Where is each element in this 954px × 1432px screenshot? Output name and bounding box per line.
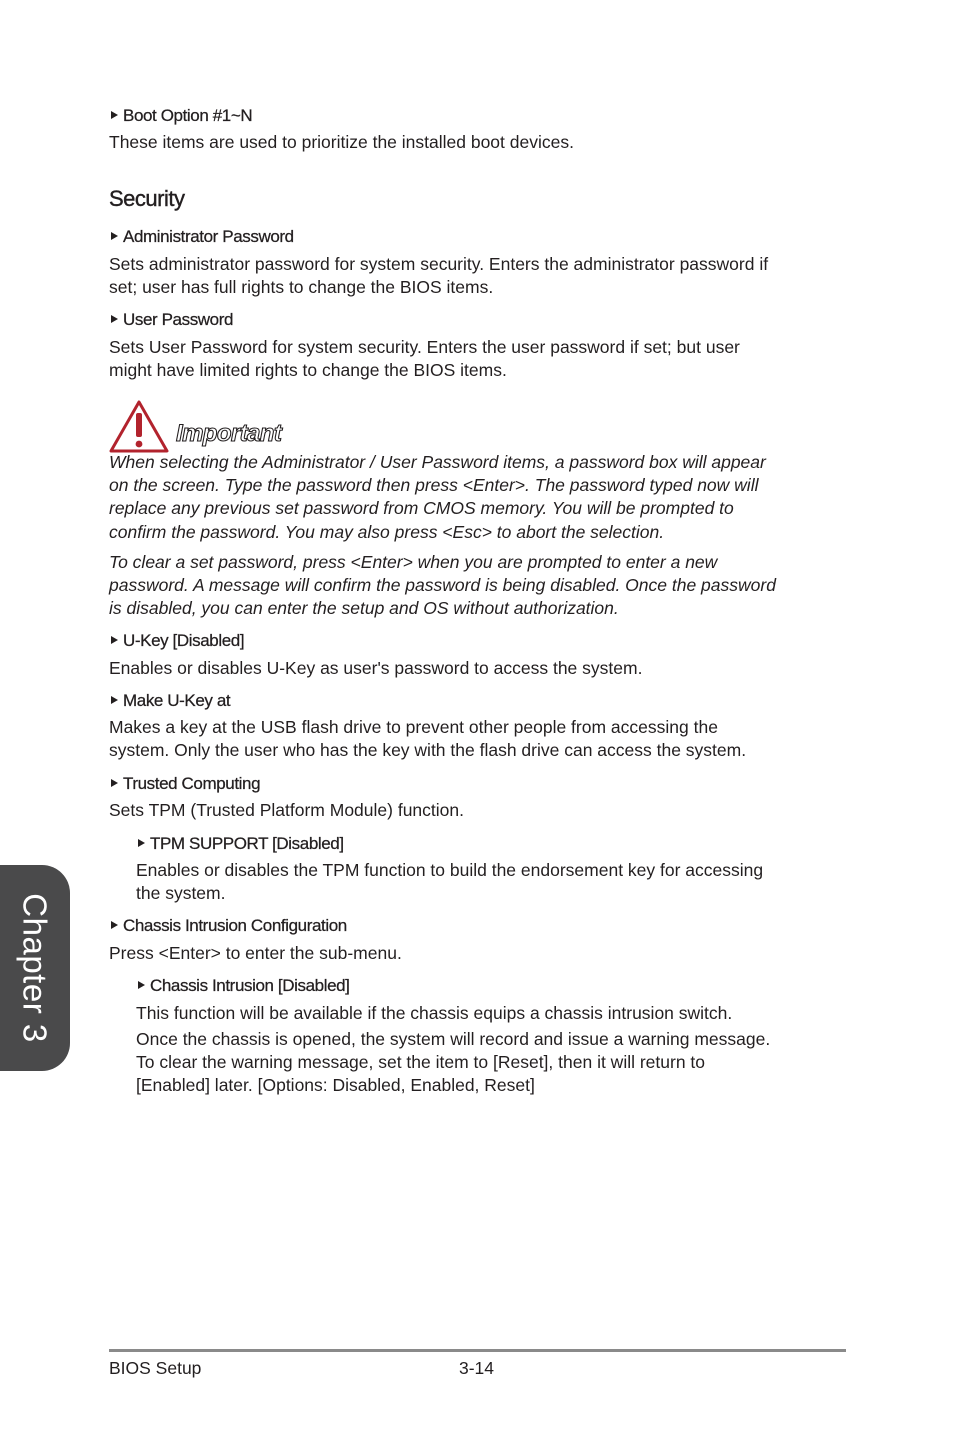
triangle-bullet-icon [111,779,118,787]
triangle-bullet-icon [138,839,145,847]
tpm-support-description: Enables or disables the TPM function to build the endorsement key for accessing the system. [136,860,764,903]
important-paragraph-1: When selecting the Administrator / User Password items, a password box will appear on the screen. Type the password then press <Enter>. The password typed now will replace any previous set password from CMOS memory. You will be prompted to confirm the password. You may also press <Esc> to abort the selection. [109,452,766,542]
trusted-computing-heading: Trusted Computing [111,774,260,794]
ukey-heading: U-Key [Disabled] [111,631,244,651]
footer-section-title: BIOS Setup [109,1358,202,1378]
tpm-support-heading: TPM SUPPORT [Disabled] [138,834,344,854]
page-number: 3-14 [459,1358,495,1378]
triangle-bullet-icon [111,696,118,704]
chassis-intrusion-heading: Chassis Intrusion [Disabled] [138,976,350,996]
triangle-bullet-icon [111,921,118,929]
make-ukey-heading: Make U-Key at [111,691,230,711]
important-paragraph-2: To clear a set password, press <Enter> when you are prompted to enter a new password. A message will confirm the password is being disabled. Once the password is disabled, you can enter the setup and OS without authorization. [109,552,776,619]
chassis-config-description: Press <Enter> to enter the sub-menu. [109,943,402,963]
boot-option-heading: Boot Option #1~N [111,106,252,126]
chapter-tab-label: Chapter 3 [17,893,54,1043]
triangle-bullet-icon [138,981,145,989]
security-heading: Security [109,186,185,211]
boot-option-description: These items are used to prioritize the installed boot devices. [109,132,574,152]
make-ukey-description: Makes a key at the USB flash drive to prevent other people from accessing the system. Only the user who has the key with the flash drive can access the system. [109,717,747,760]
triangle-bullet-icon [111,636,118,644]
user-password-heading: User Password [111,310,233,330]
warning-triangle-icon [108,399,170,454]
user-password-description: Sets User Password for system security. Enters the user password if set; but user might have limited rights to change the BIOS items. [109,337,740,380]
admin-password-description: Sets administrator password for system security. Enters the administrator password if set; user has full rights to change the BIOS items. [109,254,769,297]
chassis-intrusion-description-1: This function will be available if the chassis equips a chassis intrusion switch. [136,1003,733,1023]
chassis-config-heading: Chassis Intrusion Configuration [111,916,347,936]
chassis-intrusion-description-2: Once the chassis is opened, the system will record and issue a warning message. To clear the warning message, set the item to [Reset], then it will return to [Enabled] later. [Options: Disabled, Enabled, Reset] [136,1029,771,1095]
triangle-bullet-icon [111,315,118,323]
admin-password-heading: Administrator Password [111,227,294,247]
chapter-tab [0,865,70,1071]
trusted-computing-description: Sets TPM (Trusted Platform Module) function. [109,800,464,820]
ukey-description: Enables or disables U-Key as user's password to access the system. [109,658,643,678]
important-label: Important [176,420,282,447]
footer-rule [109,1349,846,1352]
triangle-bullet-icon [111,111,118,119]
triangle-bullet-icon [111,232,118,240]
